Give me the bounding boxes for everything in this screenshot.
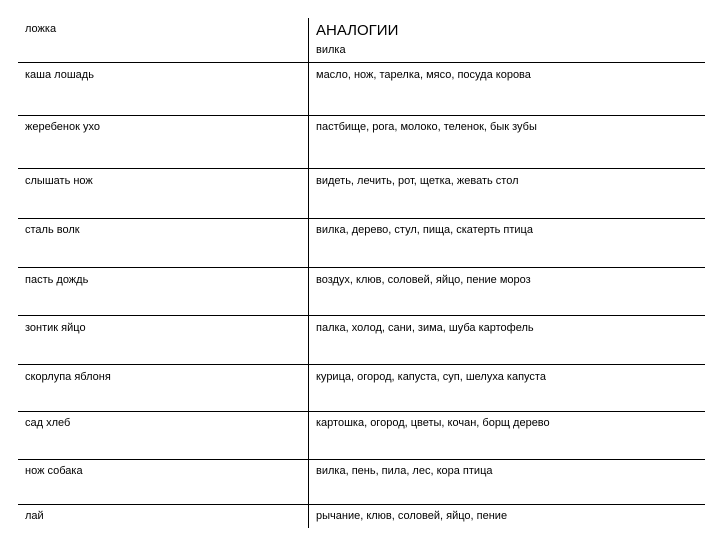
column-divider (308, 18, 309, 528)
row-1-left: каша лошадь (25, 69, 94, 81)
table-title: АНАЛОГИИ (316, 22, 399, 39)
row-2-right: пастбище, рога, молоко, теленок, бык зубы (316, 121, 537, 133)
row-3-left: слышать нож (25, 175, 93, 187)
row-5-left: пасть дождь (25, 274, 89, 286)
row-divider (18, 459, 705, 460)
row-divider (18, 168, 705, 169)
row-9-right: вилка, пень, пила, лес, кора птица (316, 465, 493, 477)
row-10-left: лай (25, 510, 44, 522)
row-6-right: палка, холод, сани, зима, шуба картофель (316, 322, 534, 334)
row-5-right: воздух, клюв, соловей, яйцо, пение мороз (316, 274, 531, 286)
row-divider (18, 115, 705, 116)
row-6-left: зонтик яйцо (25, 322, 86, 334)
row-3-right: видеть, лечить, рот, щетка, жевать стол (316, 175, 519, 187)
row-8-left: сад хлеб (25, 417, 71, 429)
row-2-left: жеребенок ухо (25, 121, 100, 133)
row-divider (18, 218, 705, 219)
row-divider (18, 267, 705, 268)
row-7-right: курица, огород, капуста, суп, шелуха капуста (316, 371, 546, 383)
row-9-left: нож собака (25, 465, 83, 477)
row-7-left: скорлупа яблоня (25, 371, 111, 383)
header-left-word: ложка (25, 23, 57, 35)
row-1-right: масло, нож, тарелка, мясо, посуда корова (316, 69, 531, 81)
header-right-word: вилка (316, 44, 346, 56)
row-4-left: сталь волк (25, 224, 80, 236)
row-divider (18, 504, 705, 505)
row-divider (18, 62, 705, 63)
row-4-right: вилка, дерево, стул, пища, скатерть птица (316, 224, 533, 236)
row-divider (18, 411, 705, 412)
row-10-right: рычание, клюв, соловей, яйцо, пение (316, 510, 508, 522)
row-divider (18, 364, 705, 365)
row-divider (18, 315, 705, 316)
row-8-right: картошка, огород, цветы, кочан, борщ дерево (316, 417, 550, 429)
